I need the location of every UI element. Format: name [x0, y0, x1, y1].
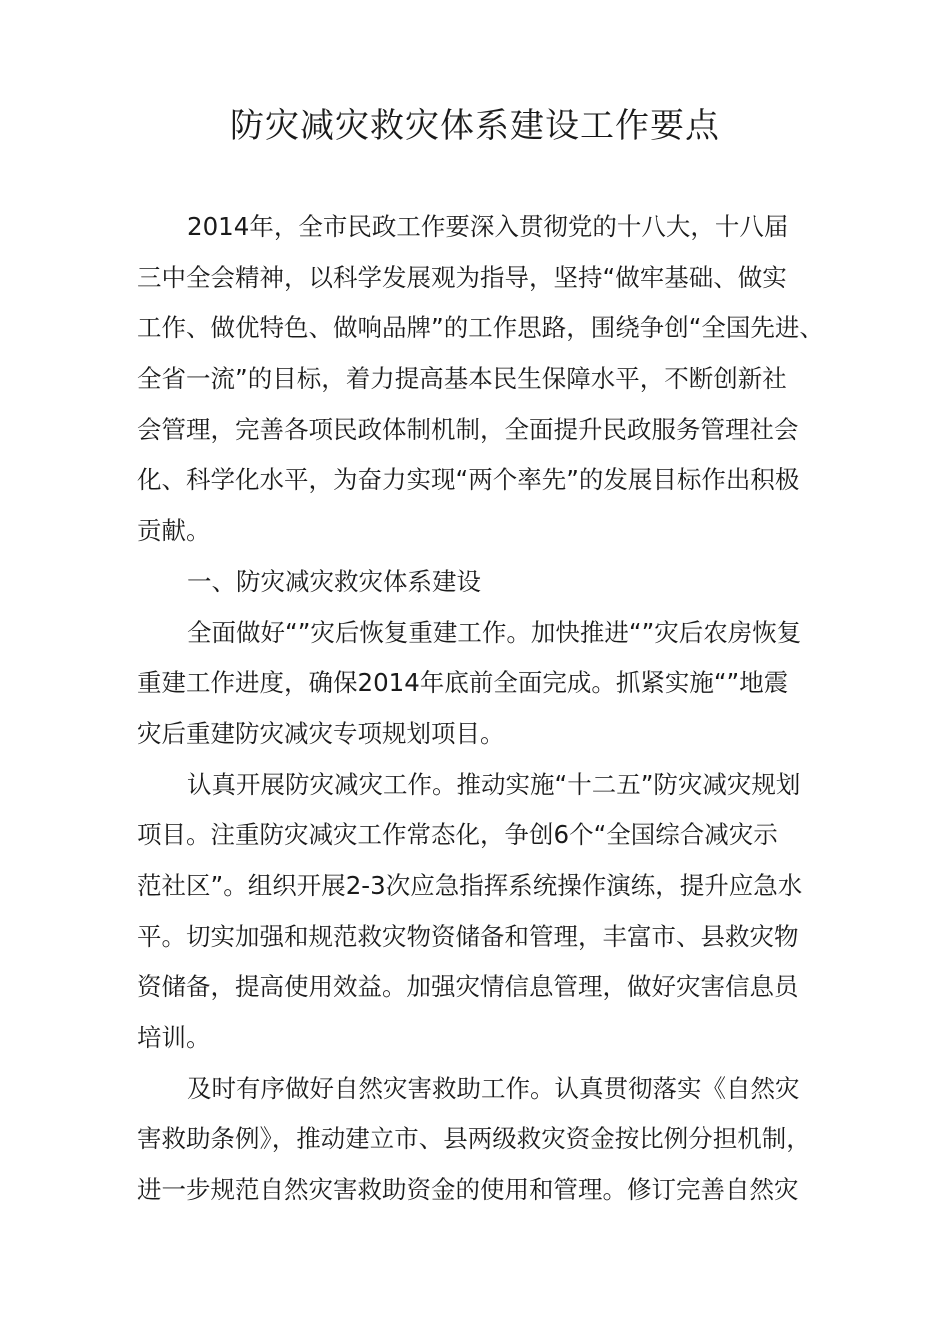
text-line: 范社区”。组织开展2-3次应急指挥系统操作演练，提升应急水 — [137, 870, 803, 900]
text-line: 三中全会精神，以科学发展观为指导，坚持“做牢基础、做实 — [137, 262, 787, 292]
text-line: 工作、做优特色、做响品牌”的工作思路，围绕争创“全国先进、 — [137, 313, 824, 343]
text-line: 会管理，完善各项民政体制机制，全面提升民政服务管理社会 — [137, 414, 799, 444]
text-line: 2014年，全市民政工作要深入贯彻党的十八大，十八届 — [187, 212, 789, 241]
text-line: 及时有序做好自然灾害救助工作。认真贯彻落实《自然灾 — [187, 1073, 800, 1103]
text-line: 化、科学化水平，为奋力实现“两个率先”的发展目标作出积极 — [137, 465, 800, 495]
document-title: 防灾减灾救灾体系建设工作要点 — [230, 106, 720, 146]
text-line: 资储备，提高使用效益。加强灾情信息管理，做好灾害信息员 — [137, 972, 799, 1002]
text-line: 重建工作进度，确保2014年底前全面完成。抓紧实施“”地震 — [137, 668, 789, 698]
text-line: 灾后重建防灾减灾专项规划项目。 — [137, 718, 505, 748]
text-line: 全面做好“”灾后恢复重建工作。加快推进“”灾后农房恢复 — [187, 617, 802, 647]
document-body — [137, 202, 827, 1216]
text-line: 平。切实加强和规范救灾物资储备和管理，丰富市、县救灾物 — [137, 921, 799, 951]
text-line: 项目。注重防灾减灾工作常态化，争创6个“全国综合减灾示 — [137, 820, 778, 850]
text-line: 认真开展防灾减灾工作。推动实施“十二五”防灾减灾规划 — [187, 769, 801, 799]
text-line: 培训。 — [137, 1023, 211, 1052]
text-line: 全省一流”的目标，着力提高基本民生保障水平，不断创新社 — [137, 364, 787, 394]
text-line: 进一步规范自然灾害救助资金的使用和管理。修订完善自然灾 — [137, 1175, 799, 1205]
text-line: 贡献。 — [137, 516, 211, 546]
section-heading: 一、防灾减灾救灾体系建设 — [187, 566, 481, 596]
text-line: 害救助条例》，推动建立市、县两级救灾资金按比例分担机制， — [137, 1124, 811, 1154]
